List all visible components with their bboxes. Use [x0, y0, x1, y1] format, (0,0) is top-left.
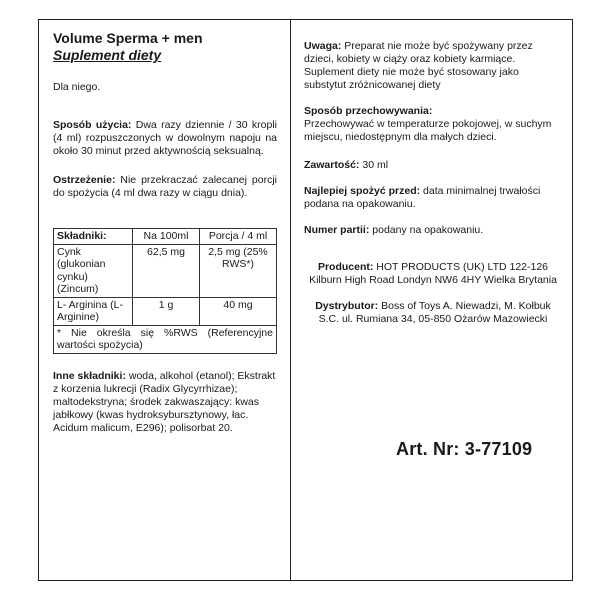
caution-text: Preparat nie może być spożywany przez dzieci, kobiety w ciąży oraz kobiety karmiące. Suplement diety nie może być stosowany jako substytut zróżnicowanej diety: [304, 40, 533, 91]
table-cell-name: Cynk (glukonian cynku) (Zincum): [54, 244, 133, 297]
batch-text: podany na opakowaniu.: [369, 224, 484, 236]
warning-section: [53, 174, 277, 200]
product-title: Volume Sperma + men: [53, 30, 203, 46]
ingredients-section: [53, 370, 277, 435]
article-number: Art. Nr: 3-77109: [396, 439, 533, 459]
storage-section: [304, 105, 562, 144]
usage-label: Sposób użycia:: [53, 119, 132, 131]
producer-section: [304, 261, 562, 287]
table-header-portion: Porcja / 4 ml: [200, 229, 277, 245]
caution-section: [304, 40, 562, 92]
table-footnote: * Nie określa się %RWS (Referencyjne wartości spożycia): [54, 325, 277, 353]
ingredients-label: Inne składniki:: [53, 369, 126, 382]
table-cell-portion: 2,5 mg (25% RWS*): [200, 244, 277, 297]
table-row: [54, 297, 277, 325]
usage-section: [53, 119, 277, 158]
table-header-row: [54, 229, 277, 245]
table-row: [54, 244, 277, 297]
producer-text: HOT PRODUCTS (UK) LTD 122-126 Kilburn High Road Londyn NW6 4HY Wielka Brytania: [309, 261, 557, 286]
product-subtitle: Suplement diety: [53, 47, 162, 63]
batch-label: Numer partii:: [304, 224, 370, 236]
table-header-ingredient: Składniki:: [54, 229, 133, 245]
column-divider: [290, 20, 291, 580]
table-cell-portion: 40 mg: [200, 297, 277, 325]
right-column: [304, 40, 562, 326]
content-label: Zawartość:: [304, 159, 360, 171]
table-cell-per100: 62,5 mg: [133, 244, 200, 297]
distributor-text: Boss of Toys A. Niewadzi, M. Kołbuk S.C. ul. Rumiana 34, 05-850 Ożarów Mazowiecki: [318, 300, 551, 325]
content-section: [304, 159, 562, 172]
left-column: [53, 30, 277, 435]
best-before-label: Najlepiej spożyć przed:: [304, 185, 421, 197]
table-cell-name: L- Arginina (L-Arginine): [54, 297, 133, 325]
storage-label: Sposób przechowywania:: [304, 105, 433, 117]
ingredients-text: woda, alkohol (etanol); Ekstrakt z korzenia lukrecji (Radix Glycyrrhizae); maltodekstryna; środek zakwaszający: kwas jabłkowy (kwas hydroksybursztynowy, łac. Acidum malicum, E296); polisorbat 20.: [53, 369, 276, 434]
warning-text: Nie przekraczać zalecanej porcji do spożycia (4 ml dwa razy w ciągu dnia).: [53, 174, 277, 199]
table-cell-per100: 1 g: [133, 297, 200, 325]
warning-label: Ostrzeżenie:: [53, 174, 116, 186]
content-text: 30 ml: [359, 159, 389, 171]
distributor-section: [304, 300, 562, 326]
caution-label: Uwaga:: [304, 40, 342, 52]
table-header-per100: Na 100ml: [133, 229, 200, 245]
supplement-label: [38, 19, 573, 581]
table-footnote-row: [54, 325, 277, 353]
producer-label: Producent:: [317, 261, 374, 273]
usage-text: Dwa razy dziennie / 30 kropli (4 ml) rozpuszczonych w dowolnym napoju na około 30 minut przed aktywnością seksualną.: [53, 119, 277, 157]
distributor-label: Dystrybutor:: [315, 300, 379, 312]
best-before-section: [304, 185, 562, 211]
storage-text: Przechowywać w temperaturze pokojowej, w suchym miejscu, niedostępnym dla małych dzieci.: [304, 118, 552, 143]
batch-section: [304, 224, 562, 237]
nutrition-table: [53, 228, 277, 354]
best-before-text: data minimalnej trwałości podana na opakowaniu.: [304, 185, 541, 210]
product-tagline: Dla niego.: [53, 81, 101, 93]
